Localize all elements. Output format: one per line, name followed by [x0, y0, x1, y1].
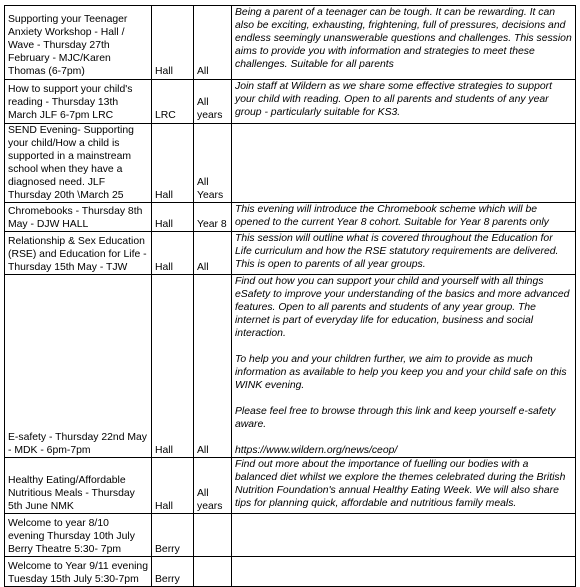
audience-cell: All years: [194, 458, 232, 514]
description-cell: [232, 275, 576, 458]
event-cell: Relationship & Sex Education (RSE) and Education for Life - Thursday 15th May - TJW: [5, 232, 152, 275]
table-row: [5, 124, 576, 203]
description-paragraph: Being a parent of a teenager can be tough. It can be rewarding. It can also be exciting, exhausting, frightening, full of pressures, decisions and endless seemingly unanswerable questions and challenges. This session aims to provide you with information and strategies to meet these challenges. Suitable for all parents: [235, 7, 572, 70]
event-cell: Welcome to year 8/10 evening Thursday 10th July Berry Theatre 5:30- 7pm: [5, 514, 152, 557]
description-cell: [232, 80, 576, 124]
description-paragraph: Join staff at Wildern as we share some effective strategies to support your child with reading. Open to all parents and students of any year group - particularly suitable for KS3.: [235, 81, 552, 118]
venue-cell: Berry: [152, 514, 194, 557]
venue-cell: Hall: [152, 232, 194, 275]
audience-cell: [194, 557, 232, 587]
event-cell: SEND Evening- Supporting your child/How a child is supported in a mainstream school when they have a diagnosed need. JLF Thursday 20th \March 25: [5, 124, 152, 203]
description-cell: [232, 6, 576, 80]
table-row: [5, 458, 576, 514]
event-cell: Healthy Eating/Affordable Nutritious Meals - Thursday 5th June NMK: [5, 458, 152, 514]
audience-cell: All: [194, 275, 232, 458]
table-row: [5, 514, 576, 557]
description-paragraph: This evening will introduce the Chromebook scheme which will be opened to the current Year 8 cohort. Suitable for Year 8 parents only: [235, 204, 549, 229]
event-cell: Chromebooks - Thursday 8th May - DJW HALL: [5, 203, 152, 232]
description-cell: [232, 514, 576, 557]
description-link[interactable]: https://www.wildern.org/news/ceop/: [235, 444, 398, 456]
audience-cell: All: [194, 6, 232, 80]
description-paragraph: To help you and your children further, we aim to provide as much information as available to help you keep you and your child safe on this WINK evening.: [235, 353, 567, 391]
table-row: [5, 6, 576, 80]
venue-cell: Hall: [152, 6, 194, 80]
events-table-body: [5, 6, 576, 587]
audience-cell: Year 8: [194, 203, 232, 232]
description-paragraph: Find out how you can support your child and yourself with all things eSafety to improve your understanding of the basics and more advanced features. Open to all parents and students of any year group. The internet is part of everyday life for education, business and social interaction.: [235, 276, 570, 340]
description-cell: [232, 557, 576, 587]
venue-cell: Hall: [152, 203, 194, 232]
audience-cell: All: [194, 232, 232, 275]
event-cell: E-safety - Thursday 22nd May - MDK - 6pm-7pm: [5, 275, 152, 458]
description-cell: [232, 232, 576, 275]
venue-cell: Hall: [152, 275, 194, 458]
event-cell: How to support your child's reading - Thursday 13th March JLF 6-7pm LRC: [5, 80, 152, 124]
audience-cell: All Years: [194, 124, 232, 203]
description-cell: [232, 203, 576, 232]
description-paragraph: This session will outline what is covered throughout the Education for Life curriculum and how the RSE statutory requirements are delivered. This is open to parents of all year groups.: [235, 233, 559, 271]
table-row: [5, 232, 576, 275]
venue-cell: LRC: [152, 80, 194, 124]
description-paragraph: Please feel free to browse through this link and keep yourself e-safety aware.: [235, 405, 556, 430]
event-cell: Supporting your Teenager Anxiety Workshop - Hall / Wave - Thursday 27th February - MJC/Karen Thomas (6-7pm): [5, 6, 152, 80]
table-row: [5, 203, 576, 232]
description-cell: [232, 124, 576, 203]
description-cell: [232, 458, 576, 514]
audience-cell: All years: [194, 80, 232, 124]
description-paragraph: Find out more about the importance of fuelling our bodies with a balanced diet whilst we explore the themes celebrated during the British Nutrition Foundation's annual Healthy Eating Week. We will also share tips for planning quick, affordable and nutritious family meals.: [235, 459, 566, 510]
table-row: [5, 557, 576, 587]
event-cell: Welcome to Year 9/11 evening Tuesday 15th July 5:30-7pm: [5, 557, 152, 587]
venue-cell: Hall: [152, 124, 194, 203]
audience-cell: [194, 514, 232, 557]
venue-cell: Berry: [152, 557, 194, 587]
events-table: [4, 5, 576, 587]
table-row: [5, 275, 576, 458]
table-row: [5, 80, 576, 124]
venue-cell: Hall: [152, 458, 194, 514]
